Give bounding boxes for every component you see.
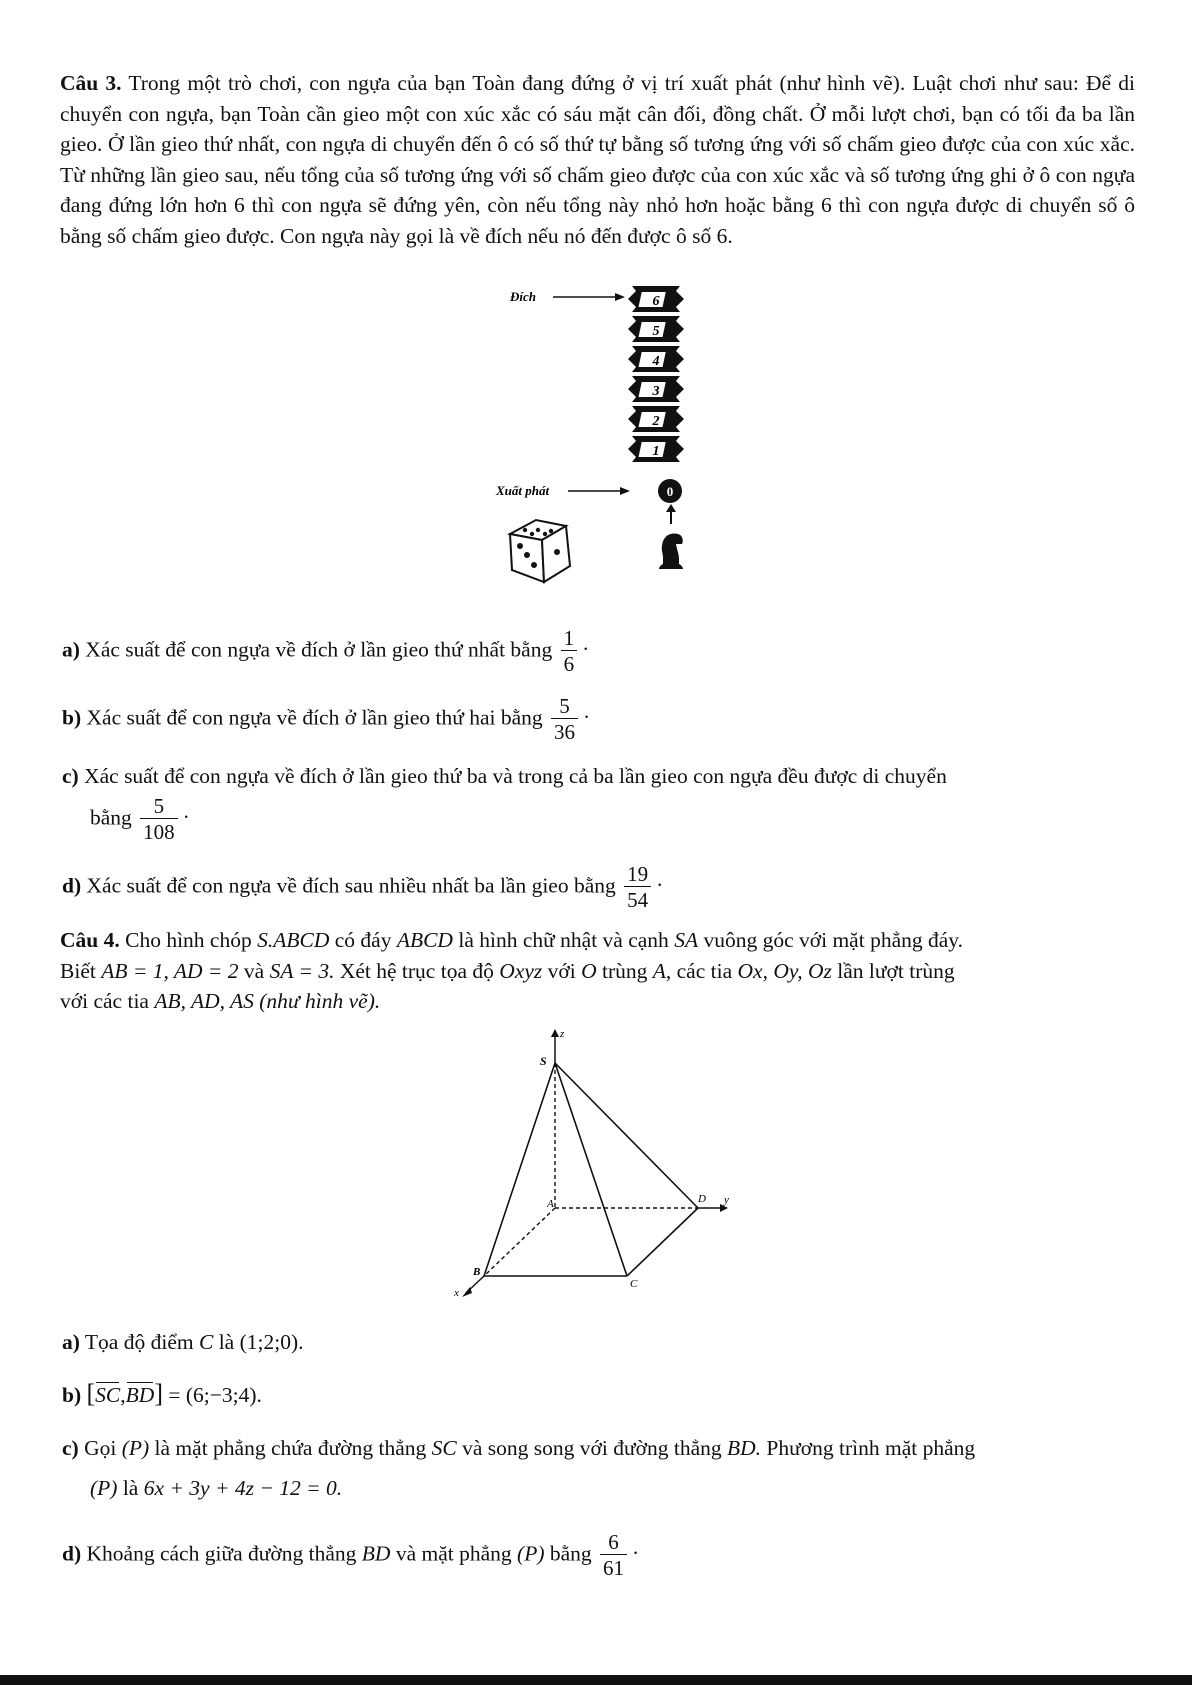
q3-option-b: b) Xác suất để con ngựa về đích ở lần gieo thứ hai bằng $\frac{5}{36}$ · (62, 694, 591, 744)
svg-text:5: 5 (652, 324, 660, 339)
q4-pyramid-figure (440, 1025, 770, 1325)
svg-text:6: 6 (652, 294, 660, 309)
q4-line-1: Câu 4. Cho hình chóp S.ABCD có đáy ABCD là hình chữ nhật và cạnh SA vuông góc với mặt phẳng đáy. (60, 928, 964, 952)
start-cell (658, 479, 682, 503)
svg-text:4: 4 (652, 354, 660, 369)
page-bottom-border (0, 1675, 1192, 1685)
board-cell-1 (628, 436, 684, 462)
svg-text:2: 2 (652, 414, 660, 429)
svg-text:0: 0 (666, 484, 674, 499)
svg-text:B: B (473, 1266, 481, 1278)
svg-text:1: 1 (652, 444, 660, 459)
dice-icon (510, 520, 570, 582)
board-cell-6 (628, 286, 684, 312)
q3-option-d: d) Xác suất để con ngựa về đích sau nhiều nhất ba lần gieo bằng $\frac{19}{54}$ · (62, 862, 664, 912)
svg-text:A: A (547, 1198, 554, 1210)
finish-label: Đích (510, 289, 536, 304)
board-cell-5 (628, 316, 684, 342)
svg-text:S: S (540, 1054, 547, 1068)
q4-option-c-cont: (P) là 6x + 3y + 4z − 12 = 0. (90, 1476, 343, 1500)
fraction: $\frac{5}{108}$ (140, 794, 178, 845)
q3-option-a: a) Xác suất để con ngựa về đích ở lần gieo thứ nhất bằng $\frac{1}{6}$ · (62, 626, 590, 676)
svg-text:C: C (630, 1278, 638, 1290)
q4-line-2: Biết AB = 1, AD = 2 và SA = 3. Xét hệ trục tọa độ Oxyz với O trùng A, các tia Ox, Oy, Oz lần lượt trùng (60, 958, 955, 983)
board-cell-2 (628, 406, 684, 432)
q4-statement (60, 925, 1135, 1017)
start-label: Xuất phát (496, 483, 550, 498)
q4-option-c: c) Gọi (P) là mặt phẳng chứa đường thẳng SC và song song với đường thẳng BD. Phương trình mặt phẳng (62, 1436, 976, 1460)
q3-board-figure (480, 282, 720, 600)
svg-text:D: D (698, 1193, 706, 1205)
board-cell-4 (628, 346, 684, 372)
q3-statement (60, 68, 1135, 251)
svg-text:3: 3 (652, 384, 660, 399)
q4-option-d: d) Khoảng cách giữa đường thẳng BD và mặt phẳng (P) bằng $\frac{6}{61}$ · (62, 1530, 640, 1580)
fraction: $\frac{5}{36}$ (551, 694, 578, 745)
svg-text:z: z (560, 1028, 565, 1040)
fraction: $\frac{6}{61}$ (600, 1530, 627, 1581)
svg-text:y: y (724, 1194, 729, 1206)
q3-option-c: c) Xác suất để con ngựa về đích ở lần gieo thứ ba và trong cả ba lần gieo con ngựa đều được di chuyển (62, 764, 947, 788)
svg-text:x: x (454, 1287, 459, 1299)
fraction: $\frac{1}{6}$ (561, 626, 578, 677)
q4-line-3: với các tia AB, AD, AS (như hình vẽ). (60, 989, 381, 1013)
horse-piece-icon (659, 534, 683, 570)
q3-label: Câu 3. (60, 71, 122, 95)
fraction: $\frac{19}{54}$ (624, 862, 651, 913)
q4-option-b: b) [SC,BD] = (6;−3;4). (62, 1379, 262, 1408)
board-cell-3 (628, 376, 684, 402)
q4-option-a: a) Tọa độ điểm C là (1;2;0). (62, 1330, 304, 1354)
q3-option-c-cont: bằng $\frac{5}{108}$ · (90, 794, 190, 844)
q3-text: Trong một trò chơi, con ngựa của bạn Toàn đang đứng ở vị trí xuất phát (như hình vẽ). Luật chơi như sau: Để di chuyển con ngựa, bạn Toàn cần gieo một con xúc xắc có sáu mặt cân đối, đồng chất. Ở mỗi lượt chơi, bạn có tối đa ba lần gieo. Ở lần gieo thứ nhất, con ngựa di chuyển đến ô có số thứ tự bằng số tương ứng với số chấm gieo được của con xúc xắc. Từ những lần gieo sau, nếu tổng của số tương ứng với số chấm gieo được của con xúc xắc và số tương ứng ghi ở ô con ngựa đang đứng lớn hơn 6 thì con ngựa sẽ đứng yên, còn nếu tổng này nhỏ hơn hoặc bằng 6 thì con ngựa được di chuyển số ô bằng số chấm gieo được. Con ngựa này gọi là về đích nếu nó đến được ô số 6. (60, 71, 1135, 248)
